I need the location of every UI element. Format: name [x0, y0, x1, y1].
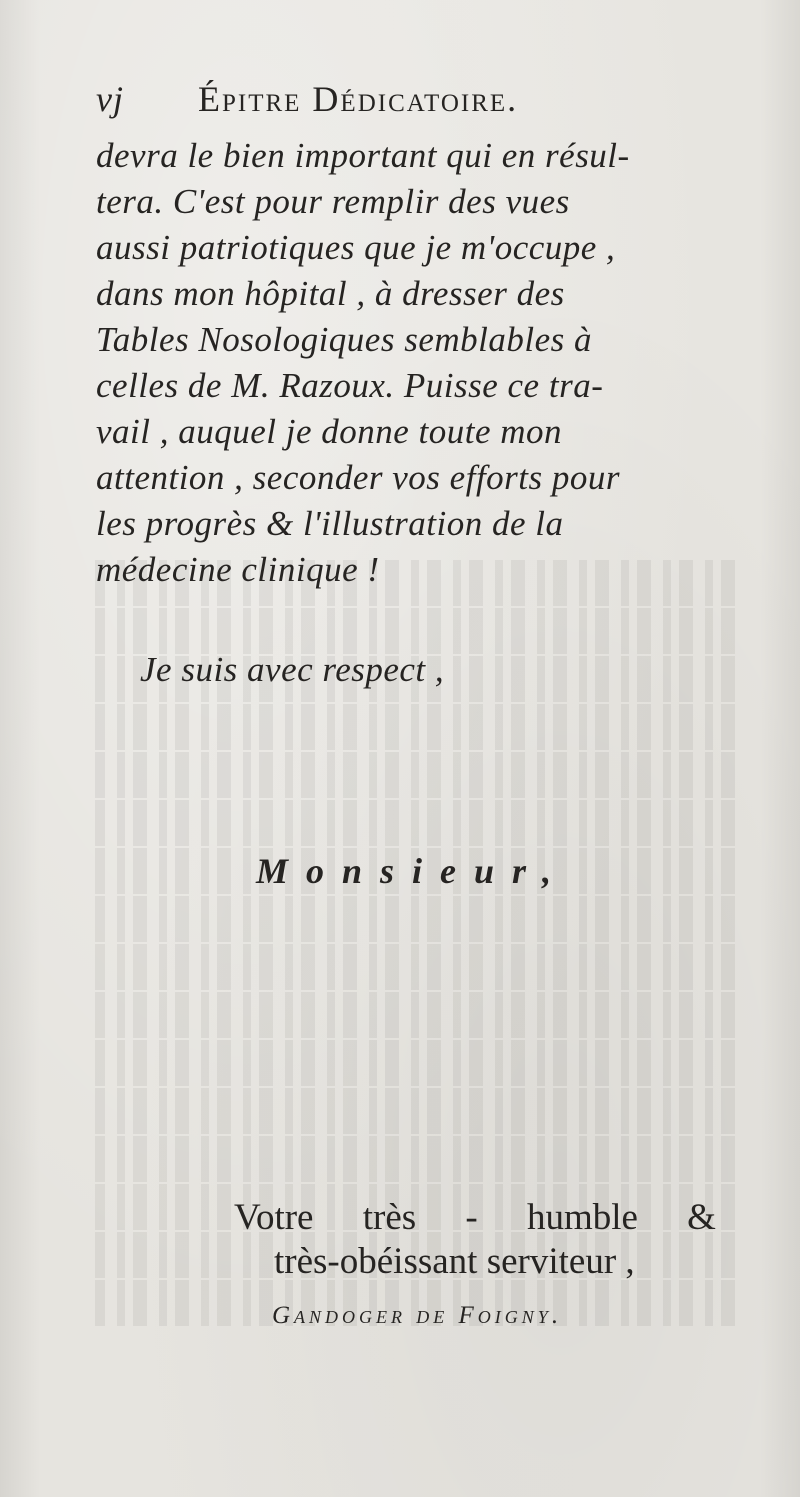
body-line-1: devra le bien important qui en résul- — [96, 136, 630, 175]
body-line-2: tera. C'est pour remplir des vues — [96, 182, 570, 221]
signoff-line-2: très-obéissant serviteur , — [274, 1241, 635, 1282]
body-line-5: Tables Nosologiques semblables à — [96, 320, 592, 359]
body-line-6: celles de M. Razoux. Puisse ce tra- — [96, 366, 604, 405]
signoff-line-1 — [234, 1196, 716, 1239]
body-line-9: les progrès & l'illustration de la — [96, 504, 564, 543]
body-line-3: aussi patriotiques que je m'occupe , — [96, 228, 616, 267]
body-line-4: dans mon hôpital , à dresser des — [96, 274, 565, 313]
signoff-word: humble — [526, 1197, 638, 1238]
signoff-word: très — [362, 1197, 417, 1238]
running-title: Épitre Dédicatoire. — [198, 79, 519, 119]
signoff-word: Votre — [234, 1197, 314, 1238]
salutation: Monsieur, — [256, 851, 570, 891]
signoff-word: - — [465, 1197, 478, 1238]
signoff-word: & — [687, 1197, 716, 1238]
author-signature: Gandoger de Foigny. — [272, 1302, 563, 1329]
body-line-7: vail , auquel je donne toute mon — [96, 412, 563, 451]
closing-formula: Je suis avec respect , — [140, 650, 445, 689]
page-number: vj — [96, 79, 124, 119]
page-header — [96, 78, 656, 128]
body-line-8: attention , seconder vos efforts pour — [96, 458, 621, 497]
body-line-10: médecine clinique ! — [96, 550, 380, 589]
